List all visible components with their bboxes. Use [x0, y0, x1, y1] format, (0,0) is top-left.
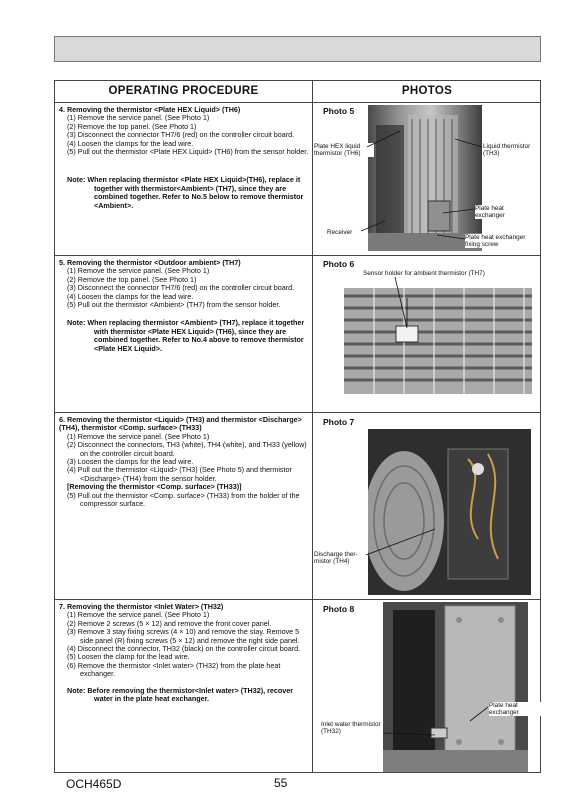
column-header-photos: PHOTOS [401, 85, 453, 97]
page-number: 55 [274, 776, 288, 790]
photo-6-label: Photo 6 [323, 259, 355, 269]
section-title: 5. Removing the thermistor <Outdoor ambient> (TH7) [59, 258, 241, 267]
note: Note: When replacing thermistor <Plate HEX Liquid>(TH6), replace it together with thermistor<Ambient> (TH7), since they are combined together. Refer to No.5 below to remove thermistor <Ambient>. [67, 175, 304, 210]
step: (4) Disconnect the connector, TH32 (black) on the controller circuit board. [67, 644, 301, 654]
step: (5) Pull out the thermistor <Comp. surface> (TH33) from the holder of the compressor surface. [67, 490, 300, 509]
step: (1) Remove the service panel. (See Photo 1) [67, 113, 210, 123]
section-title: 7. Removing the thermistor <Inlet Water> (TH32) [59, 602, 224, 611]
step: (2) Remove 2 screws (5 × 12) and remove the front cover panel. [67, 618, 272, 628]
step: (1) Remove the service panel. (See Photo 1) [67, 266, 210, 276]
caption-plate-hex-liquid: Plate HEX liquid thermistor (TH6) [314, 143, 374, 157]
procedure-table [54, 80, 541, 773]
caption-discharge: Discharge ther-mistor (TH4) [314, 551, 366, 565]
step: (5) Pull out the thermistor <Plate HEX Liquid> (TH6) from the sensor holder. [67, 147, 309, 157]
caption-plate-heat-exchanger: Plate heat exchanger [475, 205, 525, 219]
caption-inlet-water: Inlet water thermistor (TH32) [321, 721, 383, 735]
step: (1) Remove the service panel. (See Photo 1) [67, 610, 210, 620]
step: (3) Remove 3 stay fixing screws (4 × 10) and remove the stay. Remove 5 side panel (R) fixing screws (5 × 12) and remove the right side panel. [67, 627, 300, 645]
step: (3) Disconnect the connector TH7/6 (red) on the controller circuit board. [67, 130, 295, 140]
step: (4) Loosen the clamps for the lead wire. [67, 138, 194, 148]
caption-receiver: Receiver [327, 229, 361, 236]
step: (4) Loosen the clamps for the lead wire. [67, 291, 194, 301]
step: (6) Remove the thermistor <Inlet water> (TH32) from the plate heat exchanger. [67, 660, 281, 679]
photo-8-label: Photo 8 [323, 604, 355, 614]
step: (2) Remove the top panel. (See Photo 1) [67, 121, 197, 131]
model-number: OCH465D [66, 777, 122, 791]
photo-7-label: Photo 7 [323, 417, 355, 427]
step: (3) Disconnect the connector TH7/6 (red) on the controller circuit board. [67, 283, 295, 293]
caption-liquid-thermistor: Liquid thermistor (TH3) [483, 143, 539, 157]
step: (5) Pull out the thermistor <Ambient> (TH7) from the sensor holder. [67, 300, 281, 310]
caption-sensor-holder: Sensor holder for ambient thermistor (TH7) [363, 270, 533, 277]
step: (2) Remove the top panel. (See Photo 1) [67, 274, 197, 284]
note: Note: When replacing thermistor <Ambient> (TH7), replace it together with thermistor <Plate HEX Liquid> (TH6), since they are combined together. Refer to No.4 above to remove thermistor <Plate HEX Liquid>. [67, 318, 305, 353]
note: Note: Before removing the thermistor<Inlet water> (TH32), recover water in the plate heat exchanger. [67, 685, 294, 704]
leader-lines [55, 81, 542, 774]
step: (2) Disconnect the connectors, TH3 (white), TH4 (white), and TH33 (yellow) on the controller circuit board. [67, 440, 307, 458]
section-title: 4. Removing the thermistor <Plate HEX Liquid> (TH6) [59, 105, 241, 114]
caption-plate-heat-exchanger-8: Plate heat exchanger [489, 702, 541, 716]
step: (1) Remove the service panel. (See Photo 1) [67, 431, 210, 441]
section-title: 6. Removing the thermistor <Liquid> (TH3) and thermistor <Discharge> (TH4), thermistor <Comp. surface> (TH33) [59, 415, 302, 433]
caption-fixing-screw: Plate heat exchanger fixing screw [465, 234, 540, 248]
subheading: [Removing the thermistor <Comp. surface> (TH33)] [67, 482, 242, 492]
step: (3) Loosen the clamps for the lead wire. [67, 457, 194, 467]
column-header-operating-procedure: OPERATING PROCEDURE [108, 85, 259, 97]
photo-5-label: Photo 5 [323, 106, 355, 116]
step: (4) Pull out the thermistor <Liquid> (TH3) (See Photo 5) and thermistor <Discharge> (TH4) from the sensor holder. [67, 465, 292, 483]
header-bar [54, 36, 541, 62]
step: (5) Loosen the clamp for the lead wire. [67, 652, 190, 662]
